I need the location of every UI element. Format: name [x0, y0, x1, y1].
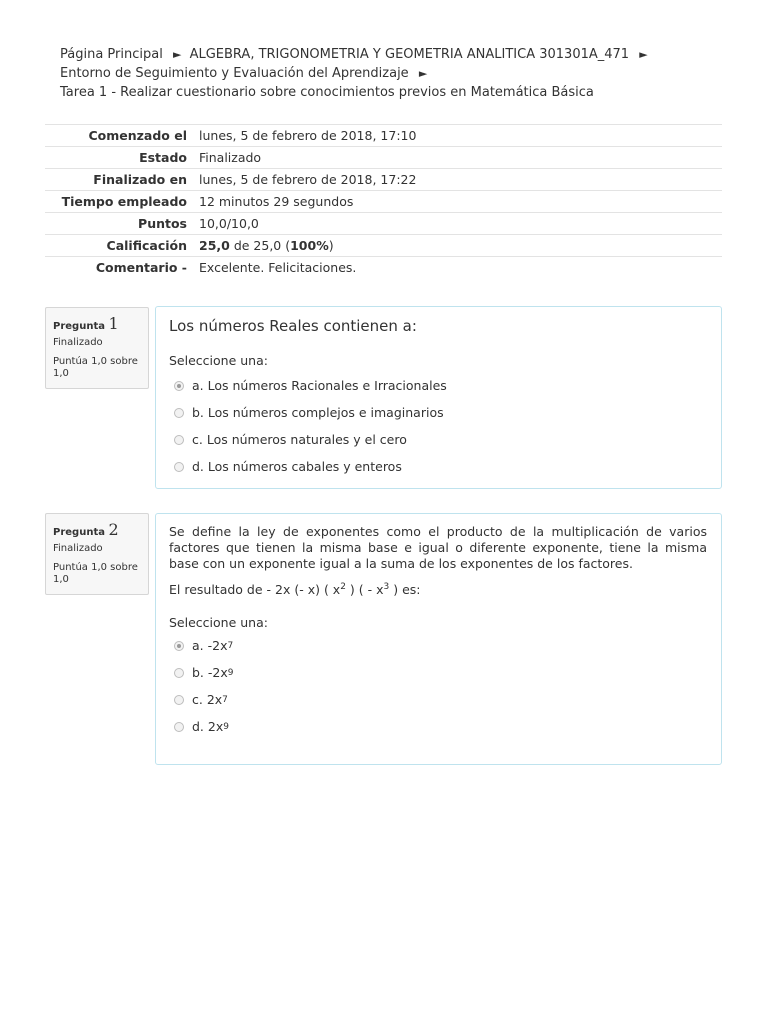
grade-of: de 25,0 (	[233, 238, 291, 253]
summary-value: lunes, 5 de febrero de 2018, 17:10	[199, 128, 417, 143]
answer-exponent: 7	[227, 640, 234, 651]
summary-label: Puntos	[138, 216, 187, 231]
answer-list	[169, 372, 707, 480]
question-2-info	[45, 513, 149, 595]
question-label: Pregunta	[53, 321, 105, 332]
answer-label: a. Los números Racionales e Irracionales	[192, 378, 447, 393]
question-1-info	[45, 307, 149, 389]
summary-value	[193, 235, 722, 257]
answer-label: c. Los números naturales y el cero	[192, 432, 407, 447]
expression-exponent: 3	[383, 582, 390, 592]
question-grade: Puntúa 1,0 sobre 1,0	[53, 562, 138, 585]
summary-value: 10,0/10,0	[199, 216, 259, 231]
summary-row-comment	[45, 257, 722, 279]
grade-percent: 100%	[290, 238, 329, 253]
summary-row-finished	[45, 169, 722, 191]
expression-part: ) ( - x	[349, 582, 384, 598]
question-num: 2	[108, 520, 119, 539]
answer-exponent: 7	[222, 694, 228, 705]
answer-label: b. Los números complejos e imaginarios	[192, 405, 444, 420]
radio-icon[interactable]	[174, 462, 184, 472]
summary-value: 12 minutos 29 segundos	[199, 194, 354, 209]
summary-label: Comentario -	[95, 260, 187, 276]
question-state: Finalizado	[53, 543, 103, 554]
answer-option[interactable]	[174, 453, 707, 480]
question-2-content	[155, 513, 722, 765]
answer-label: c. 2x	[192, 692, 223, 708]
summary-row-state	[45, 147, 722, 169]
radio-icon[interactable]	[174, 722, 184, 732]
summary-label: Finalizado en	[93, 172, 187, 187]
radio-selected-icon[interactable]	[174, 641, 184, 651]
answer-option[interactable]	[174, 372, 707, 399]
summary-row-time	[45, 191, 722, 213]
answer-label: d. 2x	[192, 719, 224, 735]
question-text: Los números Reales contienen a:	[169, 317, 417, 335]
radio-icon[interactable]	[174, 435, 184, 445]
question-number	[53, 314, 142, 333]
answer-prompt: Seleccione una:	[169, 615, 268, 631]
summary-value: Finalizado	[199, 150, 262, 165]
question-expression	[169, 576, 707, 601]
radio-icon[interactable]	[174, 668, 184, 678]
summary-label: Calificación	[106, 238, 187, 253]
summary-row-started	[45, 125, 722, 147]
radio-selected-icon[interactable]	[174, 381, 184, 391]
summary-label: Estado	[139, 150, 187, 165]
question-1-content	[155, 306, 722, 489]
question-label: Pregunta	[53, 527, 105, 538]
breadcrumb-separator-icon: ►	[418, 67, 428, 80]
breadcrumb-task-link[interactable]: Tarea 1 - Realizar cuestionario sobre conocimientos previos en Matemática Básica	[60, 85, 594, 100]
answer-option[interactable]	[174, 399, 707, 426]
expression-exponent: 2	[340, 582, 346, 592]
answer-option[interactable]	[174, 659, 707, 686]
breadcrumb-separator-icon: ►	[172, 48, 182, 61]
question-text: Se define la ley de exponentes como el producto de la multiplicación de varios factores que tienen la misma base e igual o diferente exponente, tiene la misma base con un exponente igual a la suma de los exponentes de los factores.	[169, 524, 707, 571]
answer-option[interactable]	[174, 426, 707, 453]
summary-label: Comenzado el	[88, 128, 187, 143]
breadcrumb-separator-icon: ►	[639, 48, 648, 61]
summary-label: Tiempo empleado	[61, 194, 187, 209]
attempt-summary-table	[45, 124, 722, 279]
answer-label: b. -2x	[192, 665, 228, 681]
radio-icon[interactable]	[174, 408, 184, 418]
question-number	[53, 520, 142, 539]
answer-exponent: 9	[227, 667, 234, 678]
answer-list	[169, 632, 707, 740]
summary-value: lunes, 5 de febrero de 2018, 17:22	[199, 172, 417, 187]
expression-part: El resultado de - 2x (- x) ( x	[169, 582, 341, 598]
question-num: 1	[108, 314, 119, 333]
answer-label: a. -2x	[192, 638, 228, 654]
breadcrumb-home-link[interactable]: Página Principal	[60, 47, 163, 62]
answer-option[interactable]	[174, 686, 707, 713]
grade-score: 25,0	[199, 238, 230, 253]
question-state: Finalizado	[53, 337, 103, 348]
breadcrumb-course-link[interactable]: ALGEBRA, TRIGONOMETRIA Y GEOMETRIA ANALITICA 301301A_471	[189, 47, 630, 62]
summary-row-points	[45, 213, 722, 235]
grade-close: )	[328, 238, 334, 253]
breadcrumb	[60, 45, 720, 102]
summary-row-grade	[45, 235, 722, 257]
answer-option[interactable]	[174, 713, 707, 740]
summary-value: Excelente. Felicitaciones.	[199, 260, 357, 276]
answer-option[interactable]	[174, 632, 707, 659]
expression-part: ) es:	[393, 582, 421, 598]
breadcrumb-section-link[interactable]: Entorno de Seguimiento y Evaluación del Aprendizaje	[60, 66, 409, 81]
answer-label: d. Los números cabales y enteros	[192, 459, 402, 474]
radio-icon[interactable]	[174, 695, 184, 705]
answer-exponent: 9	[223, 721, 229, 732]
answer-prompt: Seleccione una:	[169, 353, 268, 368]
question-grade: Puntúa 1,0 sobre 1,0	[53, 356, 138, 379]
